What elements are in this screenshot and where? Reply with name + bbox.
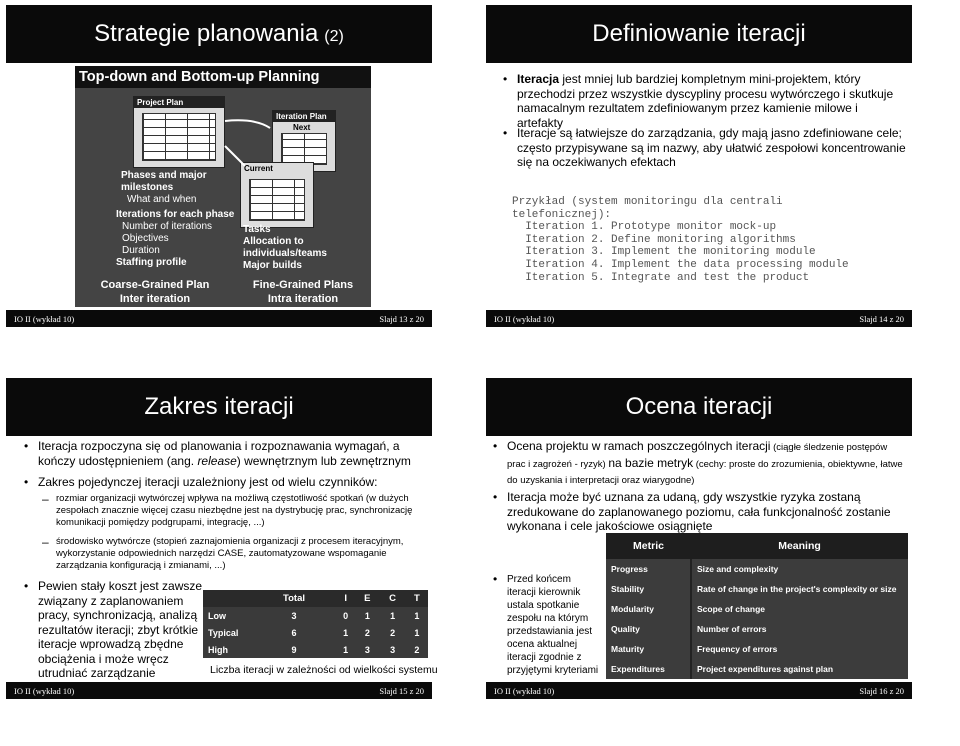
dash-1 xyxy=(42,492,422,529)
meaning-cell: Frequency of errors xyxy=(697,644,778,654)
slide-13 xyxy=(0,0,432,330)
bullet-marker: • xyxy=(493,572,498,586)
bullet-2 xyxy=(493,490,907,534)
bullet-2 xyxy=(24,475,422,490)
iteration-plan-label: Iteration Plan xyxy=(273,111,335,122)
footer-page: Slajd 13 z 20 xyxy=(379,314,424,324)
what-when-text: What and when xyxy=(127,194,197,205)
table-cell: 1 xyxy=(390,610,396,621)
table-row xyxy=(203,641,428,658)
bullet-2-text: Iteracje są łatwiejsze do zarządzania, gdy mają jasno zdefiniowane cele; często przypisywane są im nazwy, aby ułatwić zespołowi koncentrowanie się na oczekiwanych efektach xyxy=(517,126,906,169)
individuals-text: individuals/teams xyxy=(243,248,327,259)
table-cell: Typical xyxy=(208,627,239,638)
bullet-3-text: Przed końcem iteracji kierownik ustala spotkanie zespołu na którym przedstawiania jest ocena aktualnej iteracji zgodnie z przyjętymi kryteriami xyxy=(507,574,599,676)
bullet-2 xyxy=(503,126,907,170)
metric-cell: Modularity xyxy=(606,599,691,619)
table-cell: 0 xyxy=(343,610,349,621)
table-cell: 9 xyxy=(291,644,297,655)
dash-marker: – xyxy=(42,535,49,549)
table-cell: 1 xyxy=(414,627,420,638)
table-cell: 1 xyxy=(343,627,349,638)
slide-title: Definiowanie iteracji xyxy=(486,5,912,63)
bullet-marker: • xyxy=(24,439,29,453)
dash-2-text: środowisko wytwórcze (stopień zaznajomienia organizacji z procesem iteracyjnym, wykorzystanie odpowiednich narzędzi CASE, zautomatyzowane wspomaganie zarządzania konfiguracją i zmianami, ...) xyxy=(56,536,404,571)
bullet-marker: • xyxy=(24,579,29,593)
table-row xyxy=(203,624,428,641)
next-label: Next xyxy=(293,123,311,132)
table-cell: 1 xyxy=(414,610,420,621)
table-cell: 3 xyxy=(364,644,370,655)
slide-footer xyxy=(6,682,432,699)
metric-cell: Stability xyxy=(606,579,691,599)
diagram-heading: Top-down and Bottom-up Planning xyxy=(75,66,371,88)
slide-title xyxy=(6,5,432,63)
table-row xyxy=(606,559,908,579)
meaning-cell: Scope of change xyxy=(697,604,766,614)
header-cell: Meaning xyxy=(691,533,908,559)
bullet-marker: • xyxy=(503,72,508,86)
table-cell: 2 xyxy=(364,627,370,638)
slide-footer xyxy=(486,682,912,699)
bullet-1-traits: (cechy: proste do zrozumienia, obiektywne, łatwe do uzyskania i interpretacji oraz wiarygodne) xyxy=(507,458,903,486)
footer-course: IO II (wykład 10) xyxy=(494,686,555,696)
dash-1-text: rozmiar organizacji wytwórczej wpływa na możliwą częstotliwość spotkań (w dużych zespołach znacznie więcej czasu niezbędne jest na dystrybucję prac, synchronizację komunikacji pomiędzy podgrupami, integrację, ...) xyxy=(56,493,413,528)
metrics-table xyxy=(606,533,908,679)
slide-title: Ocena iteracji xyxy=(486,378,912,436)
dash-2 xyxy=(42,535,422,572)
iterations-table xyxy=(203,590,428,658)
allocation-text: Allocation to xyxy=(243,236,304,247)
slide-footer xyxy=(486,310,912,327)
table-cell: High xyxy=(208,644,228,655)
bullet-1-end: ) wewnętrznym lub zewnętrznym xyxy=(236,453,411,468)
footer-course: IO II (wykład 10) xyxy=(14,314,75,324)
slide-footer xyxy=(6,310,432,327)
table-header xyxy=(203,590,428,607)
header-cell xyxy=(203,590,252,607)
milestones-text: milestones xyxy=(121,182,174,193)
bullet-1-text: Ocena projektu w ramach poszczególnych iteracji xyxy=(507,439,771,453)
metric-cell: Progress xyxy=(606,559,691,579)
meaning-cell: Number of errors xyxy=(697,624,767,634)
phases-text: Phases and major xyxy=(121,170,207,181)
header-cell: Metric xyxy=(606,533,691,559)
coarse-plan-box xyxy=(75,277,235,307)
duration-text: Duration xyxy=(122,245,160,256)
footer-course: IO II (wykład 10) xyxy=(14,686,75,696)
iterations-phase-text: Iterations for each phase xyxy=(116,209,235,220)
bullet-3 xyxy=(493,572,602,677)
table-row xyxy=(606,639,908,659)
number-iterations-text: Number of iterations xyxy=(122,221,213,232)
bullet-1 xyxy=(493,439,907,489)
current-label: Current xyxy=(241,163,313,174)
bullet-1-text: Iteracja rozpoczyna się od planowania i rozpoznawania wymagań, a kończy udostępnieniem (ang. xyxy=(38,439,400,468)
bullet-marker: • xyxy=(24,475,29,489)
bullet-1-text: jest mniej lub bardziej kompletnym mini-projektem, który przechodzi przez wszystkie dyscypliny procesu wytwórczego i skutkuje namacalnym rezultatem zdefiniowanym przez kamienie milowe i artefakty xyxy=(517,72,894,130)
table-caption: Liczba iteracji w zależności od wielkości systemu xyxy=(210,664,438,676)
header-cell: E xyxy=(355,590,379,607)
iteration-example: Przykład (system monitoringu dla centrali telefonicznej): Iteration 1. Prototype monitor mock-up Iteration 2. Define monitoring algorithms Iteration 3. Implement the monitoring module Iteration 4. Implement the data processing module Iteration 5. Integrate and test the product xyxy=(512,196,849,284)
slide-title-text: Strategie planowania xyxy=(94,20,319,47)
table-cell: 1 xyxy=(364,610,370,621)
table-header xyxy=(606,533,908,559)
planning-diagram xyxy=(75,66,371,307)
inter-iteration-label: Inter iteration xyxy=(119,293,191,305)
builds-text: Major builds xyxy=(243,260,302,271)
header-cell: Total xyxy=(252,590,336,607)
fine-plan-label: Fine-Grained Plans xyxy=(252,279,354,291)
bullet-1 xyxy=(503,72,907,130)
meaning-cell: Project expenditures against plan xyxy=(697,664,834,674)
slide-title-suffix: (2) xyxy=(324,28,344,45)
table-cell: 2 xyxy=(414,644,420,655)
objectives-text: Objectives xyxy=(122,233,169,244)
bullet-1-bold: Iteracja xyxy=(517,72,560,86)
meaning-cell: Rate of change in the project's complexity or size xyxy=(697,584,897,594)
project-plan-label: Project Plan xyxy=(134,97,224,108)
slide-title: Zakres iteracji xyxy=(6,378,432,436)
bullet-1-note: (ciągłe śledzenie postępów prac i zagrożeń - ryzyk) xyxy=(507,442,888,470)
table-cell: 1 xyxy=(343,644,349,655)
metric-cell: Quality xyxy=(606,619,691,639)
bullet-1 xyxy=(24,439,422,468)
table-row xyxy=(606,579,908,599)
footer-page: Slajd 14 z 20 xyxy=(859,314,904,324)
bullet-3-text: Pewien stały koszt jest zawsze związany z zaplanowaniem pracy, synchronizacją, analizą rezultatów iteracji; zbyt krótkie iteracje wprowadzą zbędne obciążenia i może wręcz utrudniać zarządzanie xyxy=(38,579,203,680)
dash-marker: – xyxy=(42,492,49,506)
table-cell: 6 xyxy=(291,627,297,638)
table-row xyxy=(606,619,908,639)
flow-arrows xyxy=(75,66,371,307)
staffing-text: Staffing profile xyxy=(116,257,187,268)
table-cell: 2 xyxy=(390,627,396,638)
footer-course: IO II (wykład 10) xyxy=(494,314,555,324)
bullet-marker: • xyxy=(503,126,508,140)
meaning-cell: Size and complexity xyxy=(697,564,779,574)
bullet-2-text: Zakres pojedynczej iteracji uzależniony jest od wielu czynników: xyxy=(38,475,378,489)
table-row xyxy=(606,599,908,619)
bullet-3 xyxy=(24,579,203,681)
bullet-1-italic: release xyxy=(197,453,237,468)
metric-cell: Expenditures xyxy=(606,659,691,679)
table-cell: 3 xyxy=(291,610,297,621)
tasks-text: Tasks xyxy=(243,224,271,235)
header-cell: I xyxy=(336,590,355,607)
table-row xyxy=(203,607,428,624)
metric-cell: Maturity xyxy=(606,639,691,659)
footer-page: Slajd 15 z 20 xyxy=(379,686,424,696)
header-cell: C xyxy=(379,590,405,607)
bullet-2-text: Iteracja może być uznana za udaną, gdy wszystkie ryzyka zostaną zredukowane do zaplanowanego poziomu, cała funkcjonalność zostanie wykonana i cele jakościowe osiągnięte xyxy=(507,490,891,533)
table-cell: 3 xyxy=(390,644,396,655)
header-cell: T xyxy=(406,590,428,607)
footer-page: Slajd 16 z 20 xyxy=(859,686,904,696)
intra-iteration-label: Intra iteration xyxy=(267,293,339,305)
table-cell: Low xyxy=(208,610,226,621)
fine-plan-box xyxy=(235,277,371,307)
bullet-marker: • xyxy=(493,490,498,504)
slide-14 xyxy=(480,0,912,330)
table-row xyxy=(606,659,908,679)
bullet-marker: • xyxy=(493,439,498,453)
coarse-plan-label: Coarse-Grained Plan xyxy=(100,279,210,291)
bullet-1-metrics: na bazie metryk xyxy=(608,455,694,470)
